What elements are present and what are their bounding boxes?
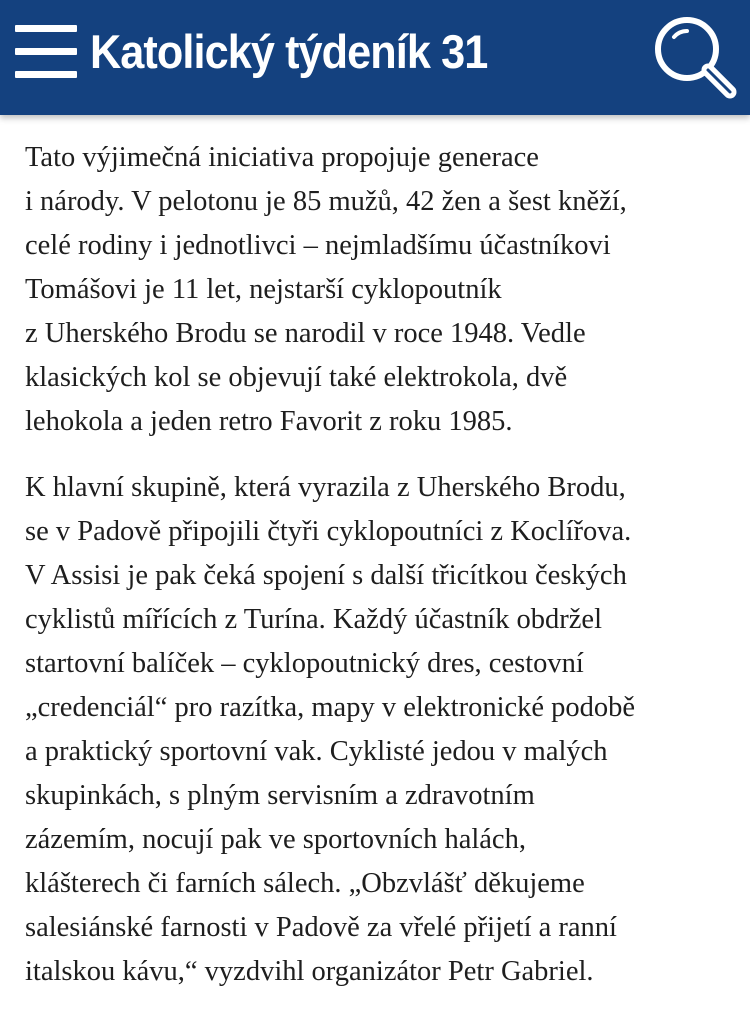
text-line: klasických kol se objevují také elektrokola, dvě — [25, 362, 568, 393]
text-line: a praktický sportovní vak. Cyklisté jedou v malých — [25, 736, 608, 767]
text-line: skupinkách, s plným servisním a zdravotním — [25, 780, 535, 811]
text-line: salesiánské farnosti v Padově za vřelé přijetí a ranní — [25, 912, 617, 943]
text-line: zázemím, nocují pak ve sportovních halách, — [25, 824, 526, 855]
text-line: klášterech či farních sálech. „Obzvlášť děkujeme — [25, 868, 585, 899]
article-body — [25, 136, 725, 1016]
text-line: cyklistů mířících z Turína. Každý účastník obdržel — [25, 604, 602, 635]
app-title: Katolický týdeník 31 — [90, 25, 488, 78]
hamburger-menu-icon[interactable] — [15, 25, 77, 80]
text-line: lehokola a jeden retro Favorit z roku 1985. — [25, 406, 513, 437]
search-icon[interactable] — [650, 12, 740, 102]
menu-bar-middle — [15, 48, 77, 55]
text-line: celé rodiny i jednotlivci – nejmladšímu účastníkovi — [25, 230, 611, 261]
text-line: z Uherského Brodu se narodil v roce 1948. Vedle — [25, 318, 586, 349]
menu-bar-bottom — [15, 71, 77, 78]
text-line: Tomášovi je 11 let, nejstarší cyklopoutník — [25, 274, 502, 305]
magnifier-icon — [650, 12, 740, 102]
text-line: „credenciál“ pro razítka, mapy v elektronické podobě — [25, 692, 636, 723]
text-line: startovní balíček – cyklopoutnický dres, cestovní — [25, 648, 584, 679]
menu-bar-top — [15, 25, 77, 32]
article-paragraph-2 — [25, 466, 725, 994]
text-line: i národy. V pelotonu je 85 mužů, 42 žen a šest kněží, — [25, 186, 627, 217]
app-header — [0, 0, 750, 115]
text-line: Tato výjimečná iniciativa propojuje generace — [25, 142, 539, 173]
text-line: italskou kávu,“ vyzdvihl organizátor Petr Gabriel. — [25, 956, 594, 987]
text-line: V Assisi je pak čeká spojení s další třicítkou českých — [25, 560, 627, 591]
article-paragraph-1 — [25, 136, 725, 444]
text-line: se v Padově připojili čtyři cyklopoutníci z Koclířova. — [25, 516, 632, 547]
text-line: K hlavní skupině, která vyrazila z Uherského Brodu, — [25, 472, 626, 503]
